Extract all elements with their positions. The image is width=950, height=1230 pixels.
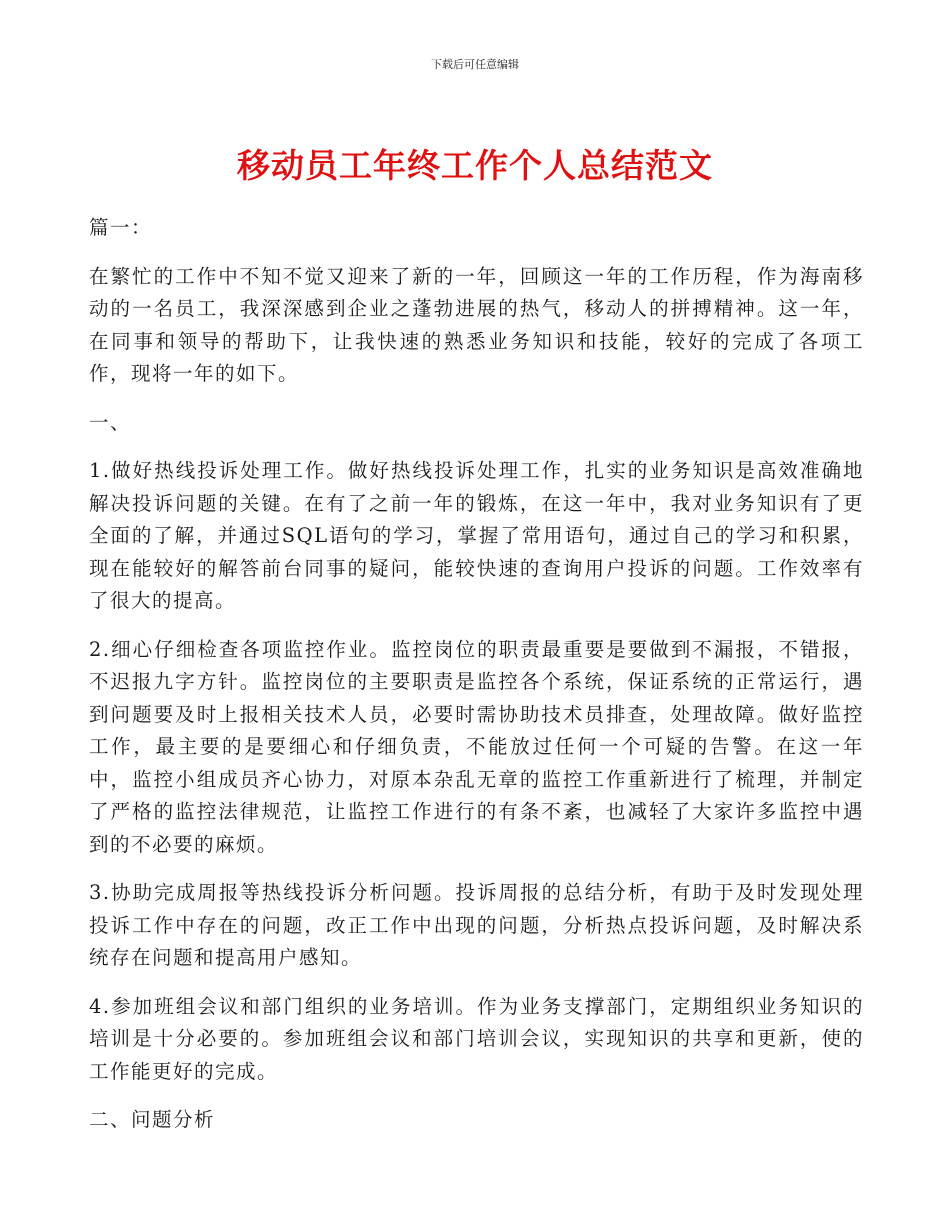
paragraph-item-2: 2.细心仔细检查各项监控作业。监控岗位的职责最重要是要做到不漏报，不错报，不迟报九字方针。监控岗位的主要职责是监控各个系统，保证系统的正常运行，遇到问题要及时上报相关技术人员，必要时需协助技术员排查，处理故障。做好监控工作，最主要的是要细心和仔细负责，不能放过任何一个可疑的告警。在这一年中，监控小组成员齐心协力，对原本杂乱无章的监控工作重新进行了梳理，并制定了严格的监控法律规范，让监控工作进行的有条不紊，也减轻了大家许多监控中遇到的不必要的麻烦。 bbox=[89, 637, 864, 856]
section-label-part-one: 篇一： bbox=[89, 216, 153, 239]
section-heading-one: 一、 bbox=[89, 410, 132, 434]
header-note: 下载后可任意编辑 bbox=[431, 58, 519, 71]
document-title: 移动员工年终工作个人总结范文 bbox=[237, 146, 713, 185]
intro-paragraph: 在繁忙的工作中不知不觉又迎来了新的一年，回顾这一年的工作历程，作为海南移动的一名员工，我深深感到企业之蓬勃进展的热气，移动人的拼搏精神。这一年，在同事和领导的帮助下，让我快速的熟悉业务知识和技能，较好的完成了各项工作，现将一年的如下。 bbox=[89, 264, 864, 385]
document-body bbox=[89, 212, 864, 1153]
paragraph-item-1: 1.做好热线投诉处理工作。做好热线投诉处理工作，扎实的业务知识是高效准确地解决投诉问题的关键。在有了之前一年的锻炼，在这一年中，我对业务知识有了更全面的了解，并通过SQL语句的学习，掌握了常用语句，通过自己的学习和积累，现在能较好的解答前台同事的疑问，能较快速的查询用户投诉的问题。工作效率有了很大的提高。 bbox=[89, 459, 864, 612]
section-heading-two: 二、问题分析 bbox=[89, 1108, 216, 1131]
paragraph-item-4: 4.参加班组会议和部门组织的业务培训。作为业务支撑部门，定期组织业务知识的培训是十分必要的。参加班组会议和部门培训会议，实现知识的共享和更新，使的工作能更好的完成。 bbox=[89, 994, 864, 1083]
paragraph-item-3: 3.协助完成周报等热线投诉分析问题。投诉周报的总结分析，有助于及时发现处理投诉工作中存在的问题，改正工作中出现的问题，分析热点投诉问题，及时解决系统存在问题和提高用户感知。 bbox=[89, 881, 864, 969]
